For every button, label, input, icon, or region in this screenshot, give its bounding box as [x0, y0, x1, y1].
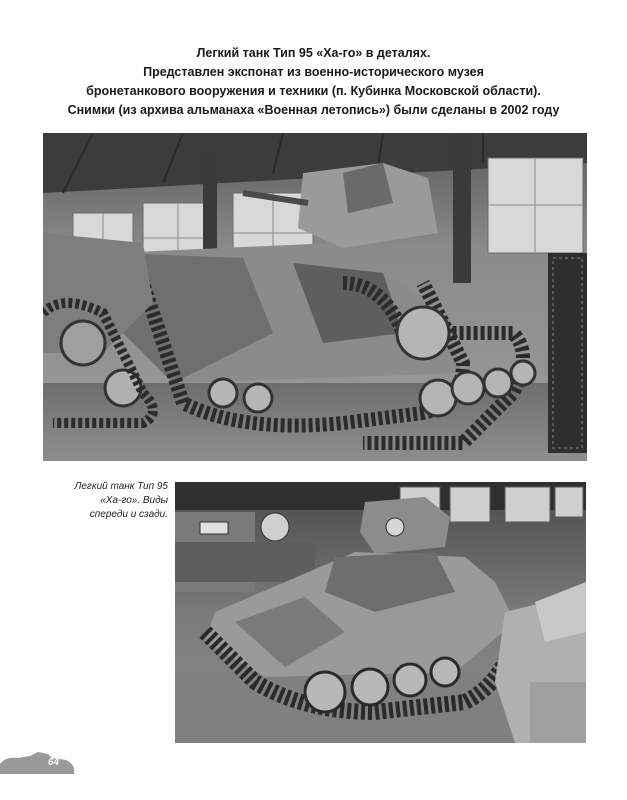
tank-photo-rear-image [175, 482, 586, 743]
photo-caption [36, 480, 168, 522]
caption-line-1: Легкий танк Тип 95 [74, 481, 168, 492]
caption-line-3: спереди и сзади. [89, 509, 168, 520]
tank-photo-rear [175, 482, 586, 743]
page-title-block [28, 44, 599, 120]
caption-line-2: «Ха-го». Виды [100, 495, 168, 506]
page-subtitle-line-2: бронетанкового вооружения и техники (п. Кубинка Московской области). [86, 84, 541, 98]
tank-photo-front-image [43, 133, 587, 461]
page-title: Легкий танк Тип 95 «Ха-го» в деталях. [196, 46, 431, 60]
tank-silhouette-icon [0, 752, 74, 774]
tank-photo-front [43, 133, 587, 461]
page-subtitle-line-1: Представлен экспонат из военно-исторического музея [143, 65, 484, 79]
page-number: 64 [48, 757, 60, 768]
page-subtitle-line-3: Снимки (из архива альманаха «Военная летопись») были сделаны в 2002 году [67, 103, 560, 117]
